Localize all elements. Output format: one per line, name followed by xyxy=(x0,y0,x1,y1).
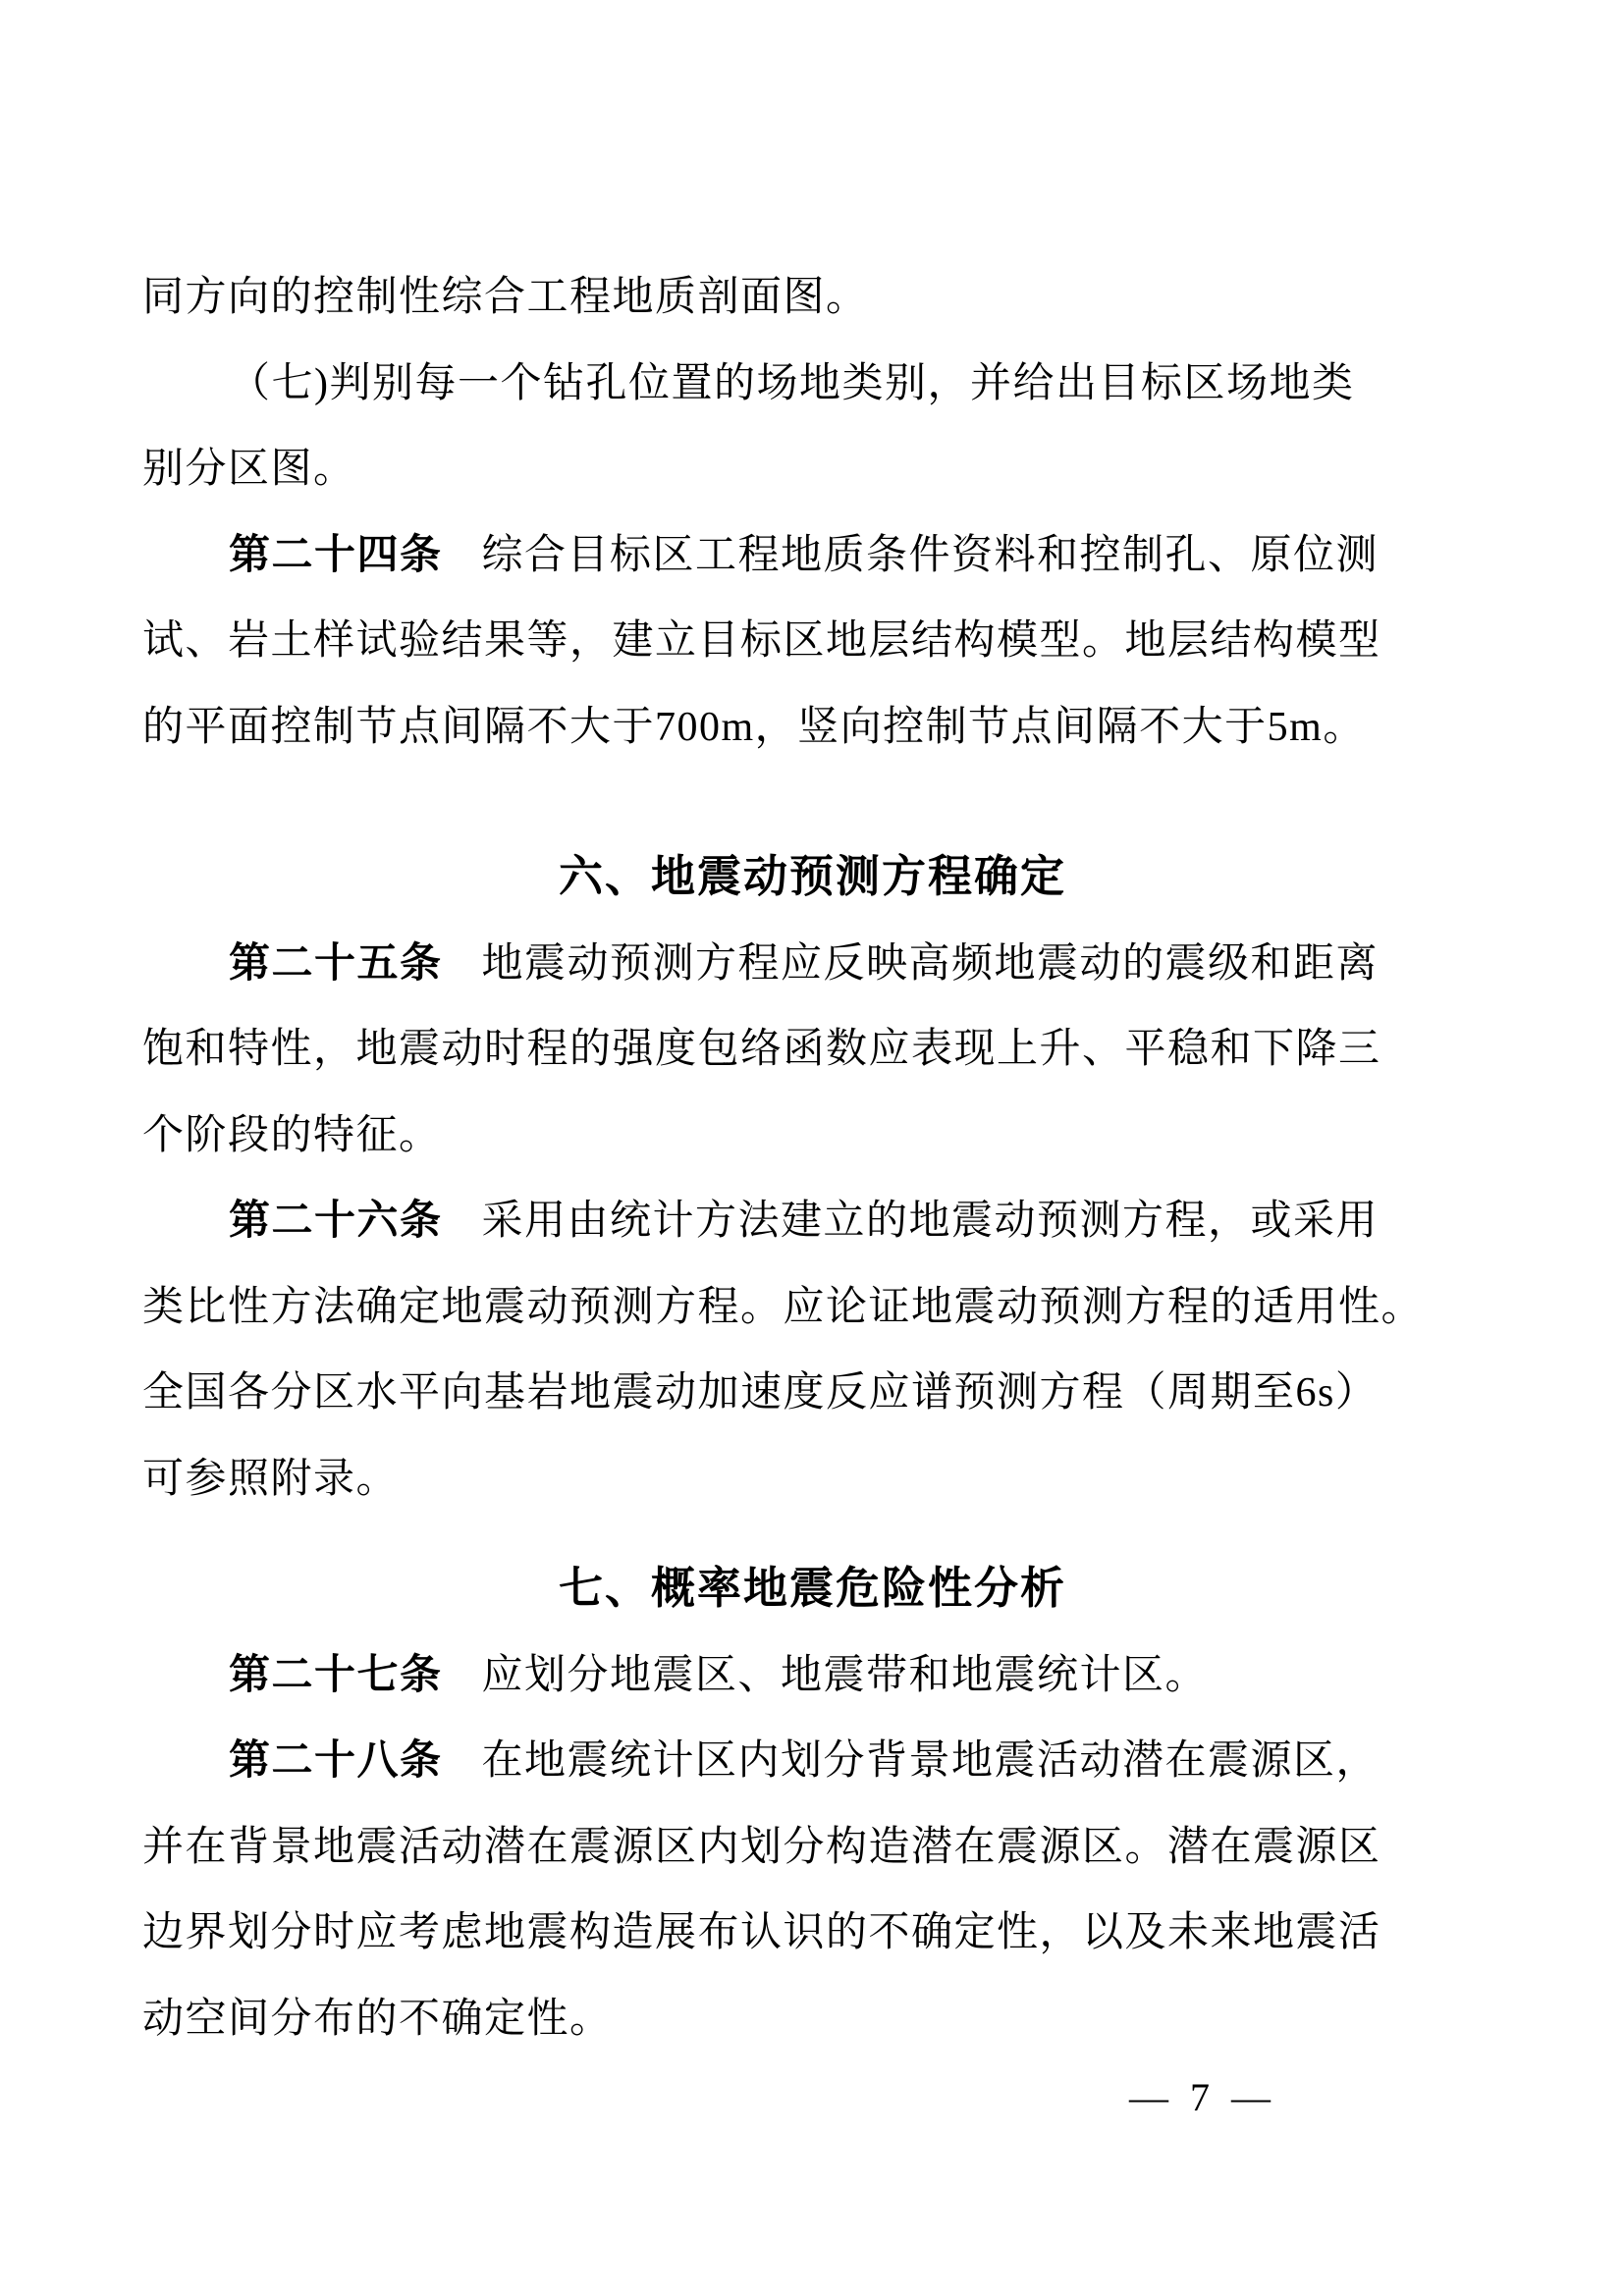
paragraph-line xyxy=(142,1803,1483,1890)
paragraph-line xyxy=(142,1717,1483,1803)
line-text: 同方向的控制性综合工程地质剖面图。 xyxy=(142,275,869,320)
section-heading-6: 六、地震动预测方程确定 xyxy=(558,851,1066,901)
line-text: 别分区图。 xyxy=(142,447,356,492)
paragraph-line xyxy=(142,1435,1483,1522)
line-text: 动空间分布的不确定性。 xyxy=(142,1996,613,2042)
article-number: 第二十六条 xyxy=(229,1197,443,1243)
section-heading-7: 七、概率地震危险性分析 xyxy=(558,1563,1066,1613)
line-text: 在地震统计区内划分背景地震活动潜在震源区， xyxy=(481,1738,1380,1784)
article-number: 第二十八条 xyxy=(229,1736,443,1783)
paragraph-line xyxy=(142,1092,1483,1178)
paragraph-line xyxy=(142,253,1483,340)
section-gap xyxy=(142,769,1483,833)
article-number: 第二十四条 xyxy=(229,530,443,577)
page-number: — 7 — xyxy=(1129,2075,1276,2119)
paragraph-line xyxy=(142,1349,1483,1435)
paragraph-line xyxy=(142,1975,1483,2061)
line-text: 试、岩土样试验结果等，建立目标区地层结构模型。地层结构模型 xyxy=(142,618,1381,664)
line-text: 地震动预测方程应反映高频地震动的震级和距离 xyxy=(481,940,1380,987)
paragraph-line xyxy=(142,340,1483,426)
paragraph-line xyxy=(142,1263,1483,1350)
paragraph-line xyxy=(142,511,1483,598)
line-text: 全国各分区水平向基岩地震动加速度反应谱预测方程（周期至6s） xyxy=(142,1370,1379,1415)
line-text: 采用由统计方法建立的地震动预测方程，或采用 xyxy=(481,1199,1380,1244)
line-text: 饱和特性，地震动时程的强度包络函数应表现上升、平稳和下降三 xyxy=(142,1027,1381,1072)
paragraph-line xyxy=(142,597,1483,683)
line-text: 应划分地震区、地震带和地震统计区。 xyxy=(481,1652,1209,1698)
line-text: 个阶段的特征。 xyxy=(142,1112,442,1158)
line-text: 可参照附录。 xyxy=(142,1456,400,1502)
line-text: 边界划分时应考虑地震构造展布认识的不确定性，以及未来地震活 xyxy=(142,1910,1381,1955)
article-number: 第二十七条 xyxy=(229,1650,443,1697)
line-text: 的平面控制节点间隔不大于700m，竖向控制节点间隔不大于5m。 xyxy=(142,704,1366,750)
section-gap xyxy=(142,1521,1483,1545)
line-text: 类比性方法确定地震动预测方程。应论证地震动预测方程的适用性。 xyxy=(142,1284,1425,1330)
line-text: 综合目标区工程地质条件资料和控制孔、原位测 xyxy=(481,532,1380,578)
paragraph-line xyxy=(142,1631,1483,1718)
line-text: 并在背景地震活动潜在震源区内划分构造潜在震源区。潜在震源区 xyxy=(142,1824,1381,1870)
paragraph-line xyxy=(142,425,1483,511)
line-text: （七)判别每一个钻孔位置的场地类别，并给出目标区场地类 xyxy=(229,360,1355,406)
paragraph-line xyxy=(142,1005,1483,1092)
paragraph-line xyxy=(142,1177,1483,1263)
paragraph-line xyxy=(142,1889,1483,1975)
paragraph-line xyxy=(142,683,1483,770)
paragraph-line xyxy=(142,920,1483,1006)
article-number: 第二十五条 xyxy=(229,938,443,986)
